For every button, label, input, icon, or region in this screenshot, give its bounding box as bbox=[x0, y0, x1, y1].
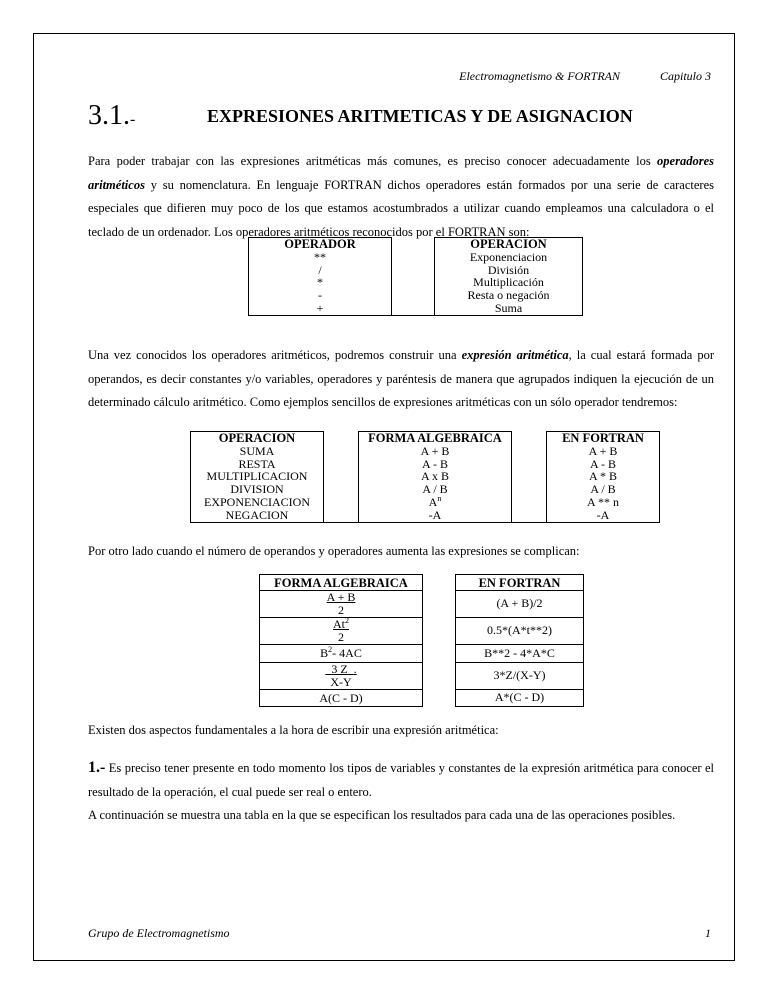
emphasis-expresion: expresión aritmética bbox=[461, 348, 569, 362]
table-cell: División bbox=[435, 264, 583, 277]
table-cell: - bbox=[249, 289, 392, 302]
paragraph-text: Es preciso tener presente en todo momento los tipos de variables y constantes de la expresión aritmética para conocer el resultado de la operación, el cual puede ser real o entero. bbox=[88, 761, 714, 799]
table-row: A + B 2 (A + B)/2 bbox=[260, 590, 584, 617]
table-cell: -A bbox=[547, 509, 660, 522]
table-cell: MULTIPLICACION bbox=[191, 470, 324, 483]
table-cell: SUMA bbox=[191, 445, 324, 458]
table2-header-algebraica: FORMA ALGEBRAICA bbox=[359, 432, 512, 445]
table-cell: Exponenciacion bbox=[435, 251, 583, 264]
table-cell: 3*Z/(X-Y) bbox=[456, 662, 584, 689]
table-cell: A - B bbox=[359, 458, 512, 471]
table2-header-fortran: EN FORTRAN bbox=[547, 432, 660, 445]
table-row bbox=[260, 689, 584, 706]
table-cell: Multiplicación bbox=[435, 276, 583, 289]
table-cell: + bbox=[249, 302, 392, 315]
table-cell: / bbox=[249, 264, 392, 277]
table-cell: A / B bbox=[547, 483, 660, 496]
footer-group: Grupo de Electromagnetismo bbox=[88, 926, 230, 940]
paragraph-text: y su nomenclatura. En lenguaje FORTRAN dichos operadores están formados por una serie de caracteres especiales que difieren muy poco de los que estamos acostumbrados a utilizar cuando empleamos una calculadora o el teclado de un ordenador. Los operadores aritméticos reconocidos por el FORTRAN son: bbox=[88, 177, 714, 239]
point-1 bbox=[88, 756, 714, 804]
table-cell: A(C - D) bbox=[260, 689, 423, 706]
table-cell: DIVISION bbox=[191, 483, 324, 496]
table-cell: NEGACION bbox=[191, 509, 324, 522]
table-cell: EXPONENCIACION bbox=[191, 496, 324, 509]
table1-header-operador: OPERADOR bbox=[249, 238, 392, 251]
paragraph-2 bbox=[88, 344, 714, 415]
page-number: 1 bbox=[705, 926, 711, 940]
table-cell: A x B bbox=[359, 470, 512, 483]
table-cell: A - B bbox=[547, 458, 660, 471]
simple-expressions-table bbox=[190, 431, 660, 523]
table-cell: Resta o negación bbox=[435, 289, 583, 302]
table-row bbox=[249, 289, 583, 302]
running-header bbox=[459, 69, 711, 84]
paragraph-text: Para poder trabajar con las expresiones aritméticas más comunes, es preciso conocer adecuadamente los bbox=[88, 154, 658, 168]
table2-header-operacion: OPERACION bbox=[191, 432, 324, 445]
table-cell: ** bbox=[249, 251, 392, 264]
table-row: 3 Z . X-Y 3*Z/(X-Y) bbox=[260, 662, 584, 689]
complex-expressions-table bbox=[259, 574, 584, 707]
paragraph-1 bbox=[88, 150, 714, 244]
table-cell: (A + B)/2 bbox=[456, 590, 584, 617]
table-row bbox=[191, 509, 660, 522]
table-row: EXPONENCIACION $A^n$ A ** n bbox=[191, 496, 660, 509]
paragraph-text: Una vez conocidos los operadores aritméticos, podremos construir una bbox=[88, 348, 462, 362]
table-cell: Suma bbox=[435, 302, 583, 315]
table-row: At$^2$ 2 0.5*(A*t**2) bbox=[260, 617, 584, 644]
table-cell: * bbox=[249, 276, 392, 289]
table-cell: -A bbox=[359, 509, 512, 522]
section-title: EXPRESIONES ARITMETICAS Y DE ASIGNACION bbox=[207, 106, 633, 126]
table-cell: B**2 - 4*A*C bbox=[456, 644, 584, 662]
table-cell: RESTA bbox=[191, 458, 324, 471]
header-chapter: Capitulo 3 bbox=[659, 69, 711, 83]
table1-header-operacion: OPERACION bbox=[435, 238, 583, 251]
operators-table bbox=[248, 237, 583, 316]
header-book: Electromagnetismo & FORTRAN bbox=[459, 69, 620, 83]
table3-header-fortran: EN FORTRAN bbox=[456, 575, 584, 591]
table-row bbox=[249, 302, 583, 315]
table-row bbox=[260, 575, 584, 591]
section-number: 3.1.- bbox=[88, 100, 136, 131]
emphasis-operadores: operadores aritméticos bbox=[88, 154, 714, 192]
table-cell: A ** n bbox=[547, 496, 660, 509]
table-row bbox=[191, 445, 660, 458]
table-row bbox=[249, 251, 583, 264]
table-cell: 0.5*(A*t**2) bbox=[456, 617, 584, 644]
table-row bbox=[249, 238, 583, 251]
table-cell: A + B bbox=[359, 445, 512, 458]
paragraph-4: Existen dos aspectos fundamentales a la hora de escribir una expresión aritmética: bbox=[88, 723, 499, 737]
paragraph-3: Por otro lado cuando el número de operandos y operadores aumenta las expresiones se complican: bbox=[88, 544, 580, 558]
paragraph-text: , la cual estará formada por operandos, es decir constantes y/o variables, operadores y paréntesis de manera que agrupados indiquen la ejecución de un determinado cálculo aritmético. Como ejemplos sencillos de expresiones aritméticas con un sólo operador tendremos: bbox=[88, 348, 714, 409]
table-row: $B^2-$ 4AC B**2 - 4*A*C bbox=[260, 644, 584, 662]
table3-header-algebraica: FORMA ALGEBRAICA bbox=[260, 575, 423, 591]
paragraph-5: A continuación se muestra una tabla en la que se especifican los resultados para cada una de las operaciones posibles. bbox=[88, 808, 676, 822]
point-1-number: 1.- bbox=[88, 759, 106, 776]
table-cell: A + B bbox=[547, 445, 660, 458]
table-cell: A * B bbox=[547, 470, 660, 483]
table-cell: A*(C - D) bbox=[456, 689, 584, 706]
table-cell: A / B bbox=[359, 483, 512, 496]
table-row bbox=[191, 432, 660, 445]
